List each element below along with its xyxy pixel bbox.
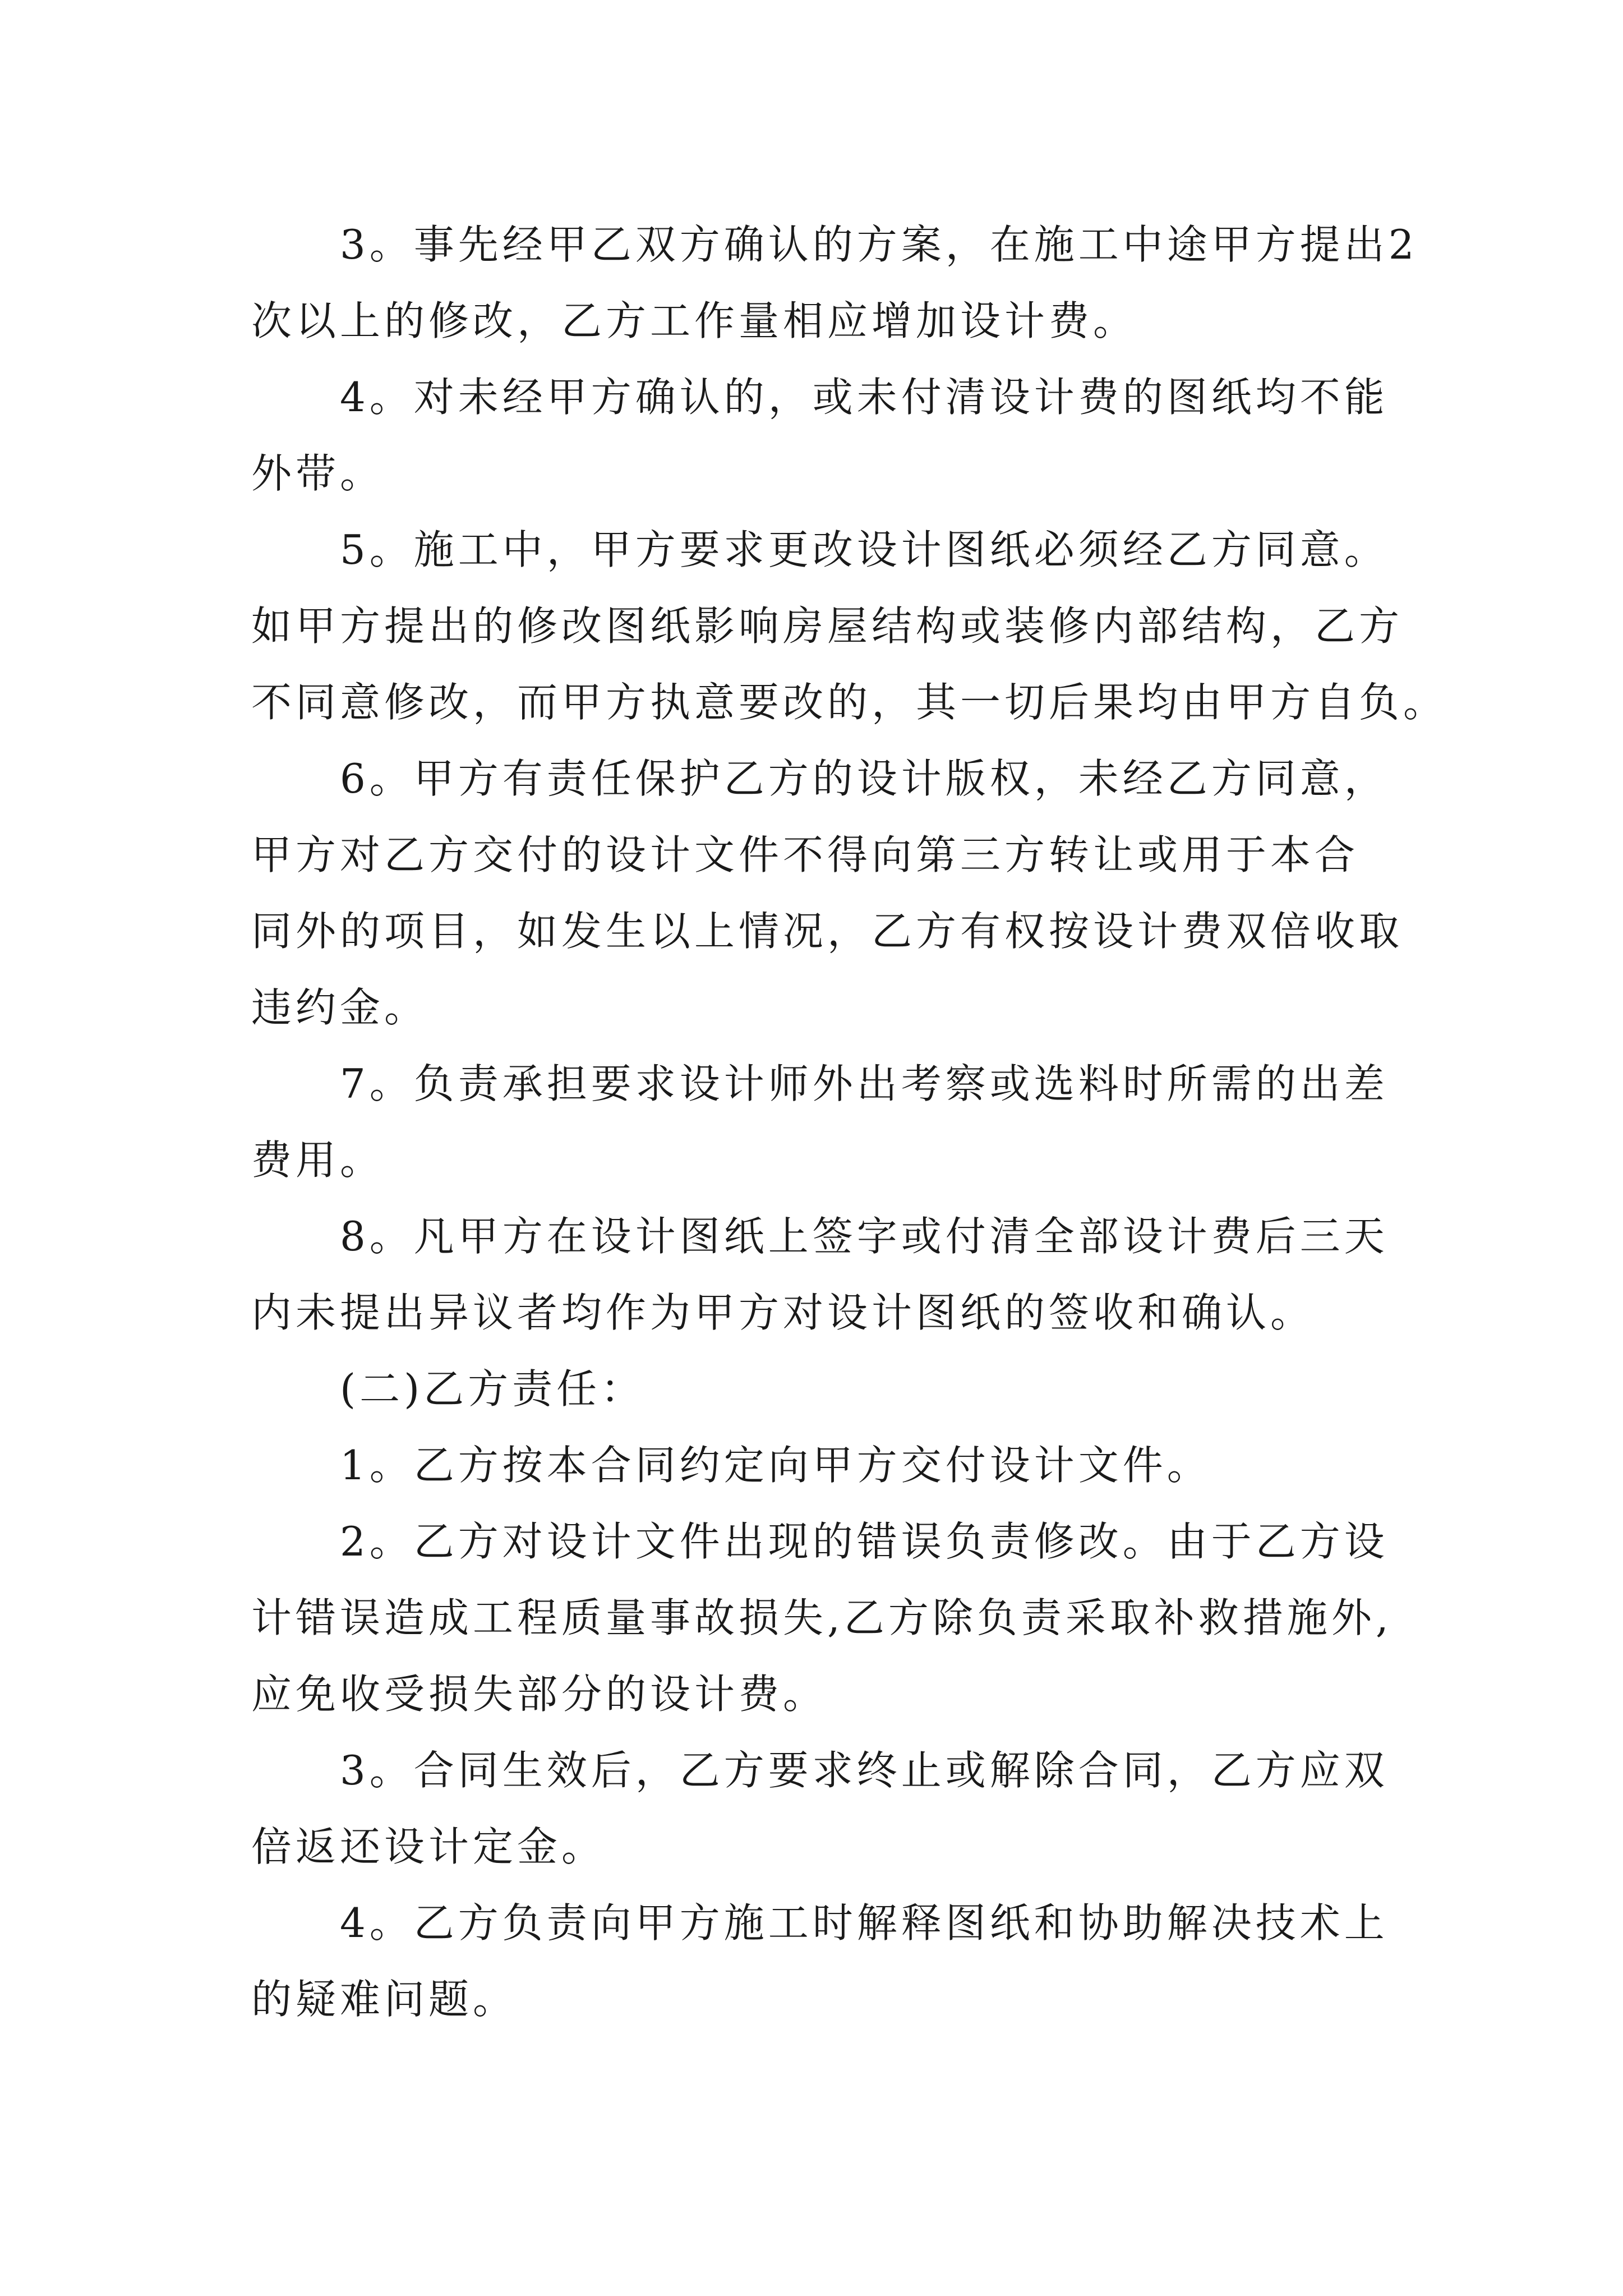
- text-line: 5。施工中，甲方要求更改设计图纸必须经乙方同意。: [340, 526, 1389, 573]
- text-line: 不同意修改，而甲方执意要改的，其一切后果均由甲方自负。: [251, 679, 1448, 726]
- text-line: 2。乙方对设计文件出现的错误负责修改。由于乙方设: [340, 1518, 1389, 1565]
- paragraph-party-a-3: [251, 206, 1418, 359]
- paragraph-party-b-1: [251, 1427, 1391, 1503]
- text-line: 同外的项目，如发生以上情况，乙方有权按设计费双倍收取: [251, 908, 1404, 955]
- text-line: (二)乙方责任：: [340, 1365, 645, 1412]
- text-line: 3。事先经甲乙双方确认的方案，在施工中途甲方提出2: [340, 221, 1418, 268]
- paragraph-party-a-4: [251, 359, 1391, 512]
- text-line: 计错误造成工程质量事故损失,乙方除负责采取补救措施外,: [251, 1594, 1393, 1641]
- text-line: 1。乙方按本合同约定向甲方交付设计文件。: [340, 1442, 1211, 1489]
- document-body: [251, 206, 1448, 2037]
- text-line: 次以上的修改，乙方工作量相应增加设计费。: [251, 297, 1138, 344]
- text-line: 外带。: [251, 450, 385, 497]
- paragraph-party-b-2: [251, 1503, 1391, 1732]
- paragraph-party-b-4: [251, 1885, 1391, 2037]
- text-line: 3。合同生效后，乙方要求终止或解除合同，乙方应双: [340, 1747, 1389, 1794]
- text-line: 甲方对乙方交付的设计文件不得向第三方转让或用于本合: [251, 831, 1359, 878]
- text-line: 8。凡甲方在设计图纸上签字或付清全部设计费后三天: [340, 1213, 1389, 1260]
- text-line: 7。负责承担要求设计师外出考察或选料时所需的出差: [340, 1060, 1389, 1107]
- text-line: 4。乙方负责向甲方施工时解释图纸和协助解决技术上: [340, 1899, 1389, 1947]
- paragraph-party-a-6: [251, 740, 1404, 1046]
- text-line: 违约金。: [251, 984, 429, 1031]
- text-line: 6。甲方有责任保护乙方的设计版权，未经乙方同意，: [340, 755, 1389, 802]
- text-line: 应免收受损失部分的设计费。: [251, 1671, 828, 1718]
- paragraph-party-a-8: [251, 1198, 1391, 1351]
- text-line: 费用。: [251, 1137, 385, 1184]
- text-line: 内未提出异议者均作为甲方对设计图纸的签收和确认。: [251, 1289, 1315, 1336]
- text-line: 如甲方提出的修改图纸影响房屋结构或装修内部结构，乙方: [251, 602, 1404, 650]
- section-heading-party-b: [251, 1351, 1391, 1427]
- text-line: 的疑难问题。: [251, 1976, 518, 2023]
- paragraph-party-b-3: [251, 1732, 1391, 1885]
- text-line: 倍返还设计定金。: [251, 1823, 606, 1870]
- text-line: 4。对未经甲方确认的，或未付清设计费的图纸均不能: [340, 374, 1389, 421]
- paragraph-party-a-5: [251, 512, 1448, 740]
- paragraph-party-a-7: [251, 1046, 1391, 1198]
